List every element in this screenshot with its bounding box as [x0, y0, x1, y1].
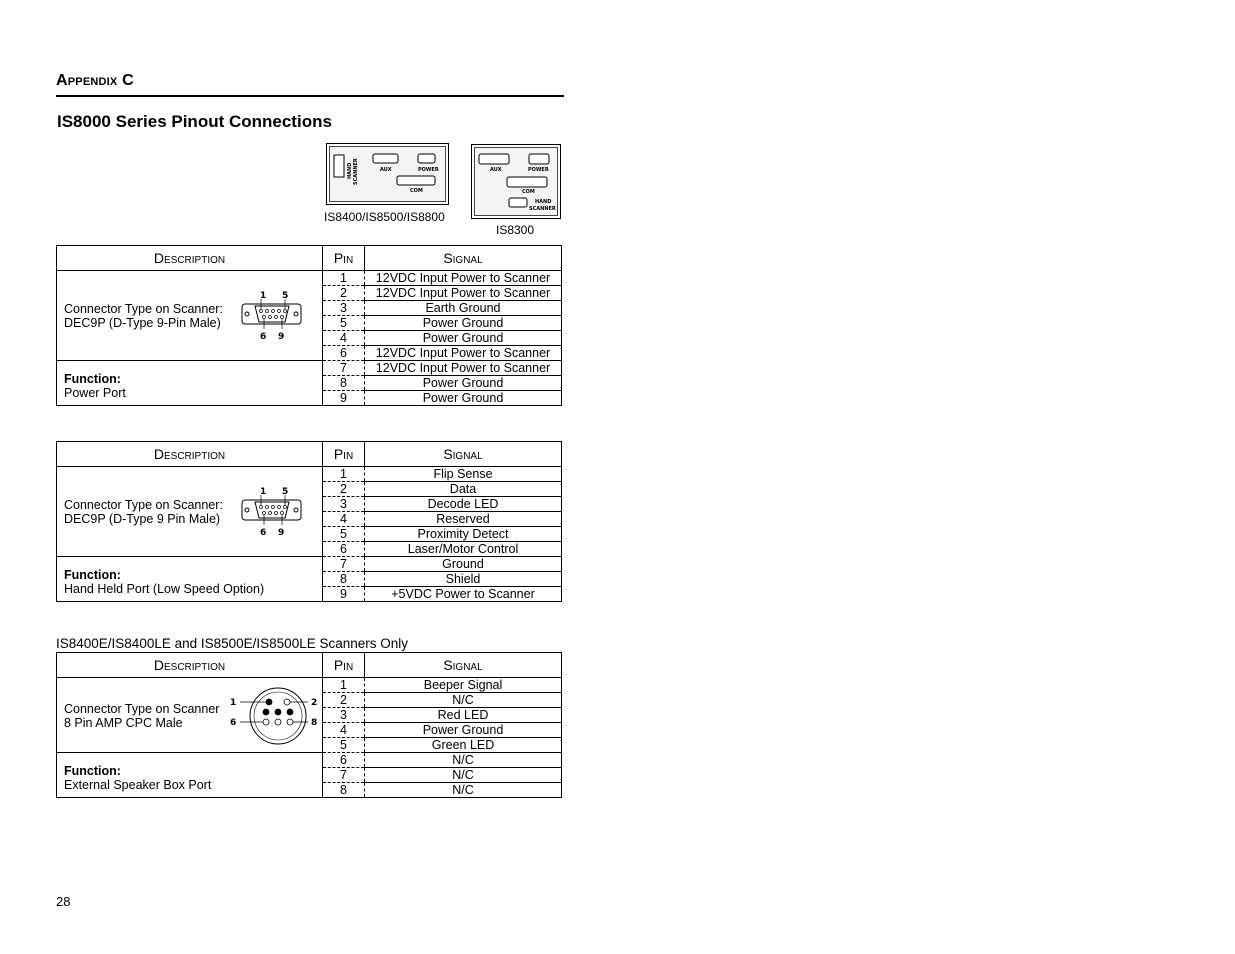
- pin-label: 9: [278, 332, 285, 342]
- function-description: [57, 557, 323, 602]
- power-label: POWER: [528, 167, 549, 173]
- pin-label: 6: [230, 718, 237, 728]
- connector-type-label: Connector Type on Scanner:: [64, 498, 223, 512]
- connector-type-label: Connector Type on Scanner:: [64, 302, 223, 316]
- pin-signal: Power Ground: [365, 391, 562, 406]
- pin-signal: Ground: [365, 557, 562, 572]
- column-header-pin: Pin: [323, 653, 365, 678]
- pin-label: 9: [278, 528, 285, 538]
- pinout-table-hand-held-port: [56, 441, 562, 602]
- power-label: POWER: [418, 167, 439, 173]
- connector-type-value: DEC9P (D-Type 9-Pin Male): [64, 316, 221, 330]
- pin-signal: N/C: [365, 693, 562, 708]
- pin-number: 8: [323, 376, 365, 391]
- function-value: External Speaker Box Port: [64, 778, 212, 792]
- table-row: [57, 557, 562, 572]
- pin-signal: Laser/Motor Control: [365, 542, 562, 557]
- pin-signal: Earth Ground: [365, 301, 562, 316]
- db9-connector-icon: [240, 483, 304, 539]
- column-header-signal: Signal: [365, 653, 562, 678]
- pin-number: 3: [323, 301, 365, 316]
- connector-type-value: 8 Pin AMP CPC Male: [64, 716, 183, 730]
- pin-signal: Red LED: [365, 708, 562, 723]
- pin-signal: Green LED: [365, 738, 562, 753]
- pin-label: 5: [282, 487, 289, 497]
- pin-number: 2: [323, 693, 365, 708]
- function-description: [57, 753, 323, 798]
- function-value: Hand Held Port (Low Speed Option): [64, 582, 265, 596]
- pin-label: 6: [260, 528, 267, 538]
- aux-label: AUX: [490, 167, 502, 173]
- pin-signal: Power Ground: [365, 316, 562, 331]
- pin-number: 4: [323, 723, 365, 738]
- table-row: [57, 753, 562, 768]
- rear-panel-diagram: [471, 144, 561, 219]
- pinout-table-power-port: [56, 245, 562, 406]
- appendix-heading: Appendix C: [56, 72, 564, 97]
- pin-number: 5: [323, 527, 365, 542]
- pin-signal: 12VDC Input Power to Scanner: [365, 361, 562, 376]
- pin-label: 2: [311, 698, 318, 708]
- scanner-label: SCANNER: [529, 206, 556, 212]
- pin-label: 6: [260, 332, 267, 342]
- connector-description: [57, 678, 323, 753]
- pin-number: 4: [323, 512, 365, 527]
- pin-number: 3: [323, 708, 365, 723]
- function-label: Function:: [64, 764, 121, 778]
- pin-signal: N/C: [365, 768, 562, 783]
- scanner-label: SCANNER: [353, 158, 359, 185]
- hand-label: HAND: [347, 162, 353, 179]
- column-header-signal: Signal: [365, 246, 562, 271]
- pin-label: 5: [282, 291, 289, 301]
- column-header-signal: Signal: [365, 442, 562, 467]
- pin-signal: 12VDC Input Power to Scanner: [365, 271, 562, 286]
- pin-signal: 12VDC Input Power to Scanner: [365, 346, 562, 361]
- pin-number: 5: [323, 738, 365, 753]
- column-header-pin: Pin: [323, 246, 365, 271]
- db9-connector-icon: [240, 287, 304, 343]
- scanner-note: IS8400E/IS8400LE and IS8500E/IS8500LE Scanners Only: [56, 636, 409, 651]
- panel-caption-right: IS8300: [496, 223, 535, 237]
- function-value: Power Port: [64, 386, 126, 400]
- function-description: [57, 361, 323, 406]
- pinout-table-speaker-port: [56, 652, 562, 798]
- panel-caption-left: IS8400/IS8500/IS8800: [324, 210, 445, 224]
- pin-signal: Shield: [365, 572, 562, 587]
- column-header-description: Description: [57, 442, 323, 467]
- com-label: COM: [410, 188, 423, 194]
- pin-number: 9: [323, 391, 365, 406]
- page-number: 28: [56, 894, 71, 909]
- pin-signal: 12VDC Input Power to Scanner: [365, 286, 562, 301]
- pin-signal: Power Ground: [365, 376, 562, 391]
- pin-label: 1: [260, 291, 267, 301]
- pin-number: 3: [323, 497, 365, 512]
- pin-label: 1: [230, 698, 237, 708]
- pin-signal: +5VDC Power to Scanner: [365, 587, 562, 602]
- connector-type-value: DEC9P (D-Type 9 Pin Male): [64, 512, 221, 526]
- pin-number: 7: [323, 557, 365, 572]
- pin-number: 9: [323, 587, 365, 602]
- table-row: [57, 467, 562, 482]
- pin-number: 1: [323, 467, 365, 482]
- pin-number: 2: [323, 286, 365, 301]
- table-row: [57, 271, 562, 286]
- column-header-description: Description: [57, 653, 323, 678]
- aux-label: AUX: [380, 167, 392, 173]
- section-title: IS8000 Series Pinout Connections: [57, 112, 332, 131]
- function-label: Function:: [64, 568, 121, 582]
- pin-signal: Proximity Detect: [365, 527, 562, 542]
- rear-panel-diagram: [326, 143, 449, 205]
- function-label: Function:: [64, 372, 121, 386]
- table-row: [57, 361, 562, 376]
- pin-number: 1: [323, 678, 365, 693]
- pin-signal: Power Ground: [365, 331, 562, 346]
- connector-description: [57, 271, 323, 361]
- pin-signal: Data: [365, 482, 562, 497]
- pin-signal: N/C: [365, 753, 562, 768]
- pin-number: 6: [323, 753, 365, 768]
- pin-number: 8: [323, 783, 365, 798]
- pin-signal: Flip Sense: [365, 467, 562, 482]
- pin-number: 6: [323, 346, 365, 361]
- panel-image-is8300: [471, 144, 561, 219]
- pin-number: 7: [323, 361, 365, 376]
- com-label: COM: [522, 189, 535, 195]
- pin-number: 8: [323, 572, 365, 587]
- pin-signal: Beeper Signal: [365, 678, 562, 693]
- amp-cpc-connector-icon: [228, 685, 322, 747]
- pin-number: 6: [323, 542, 365, 557]
- pin-number: 1: [323, 271, 365, 286]
- column-header-description: Description: [57, 246, 323, 271]
- pin-number: 7: [323, 768, 365, 783]
- hand-label: HAND: [535, 199, 552, 205]
- pin-signal: Power Ground: [365, 723, 562, 738]
- pin-signal: N/C: [365, 783, 562, 798]
- pin-label: 1: [260, 487, 267, 497]
- pin-label: 8: [311, 718, 318, 728]
- table-row: [57, 678, 562, 693]
- pin-number: 5: [323, 316, 365, 331]
- column-header-pin: Pin: [323, 442, 365, 467]
- pin-signal: Decode LED: [365, 497, 562, 512]
- connector-description: [57, 467, 323, 557]
- panel-image-is8400: [326, 143, 449, 205]
- pin-number: 4: [323, 331, 365, 346]
- pin-signal: Reserved: [365, 512, 562, 527]
- pin-number: 2: [323, 482, 365, 497]
- connector-type-label: Connector Type on Scanner: [64, 702, 220, 716]
